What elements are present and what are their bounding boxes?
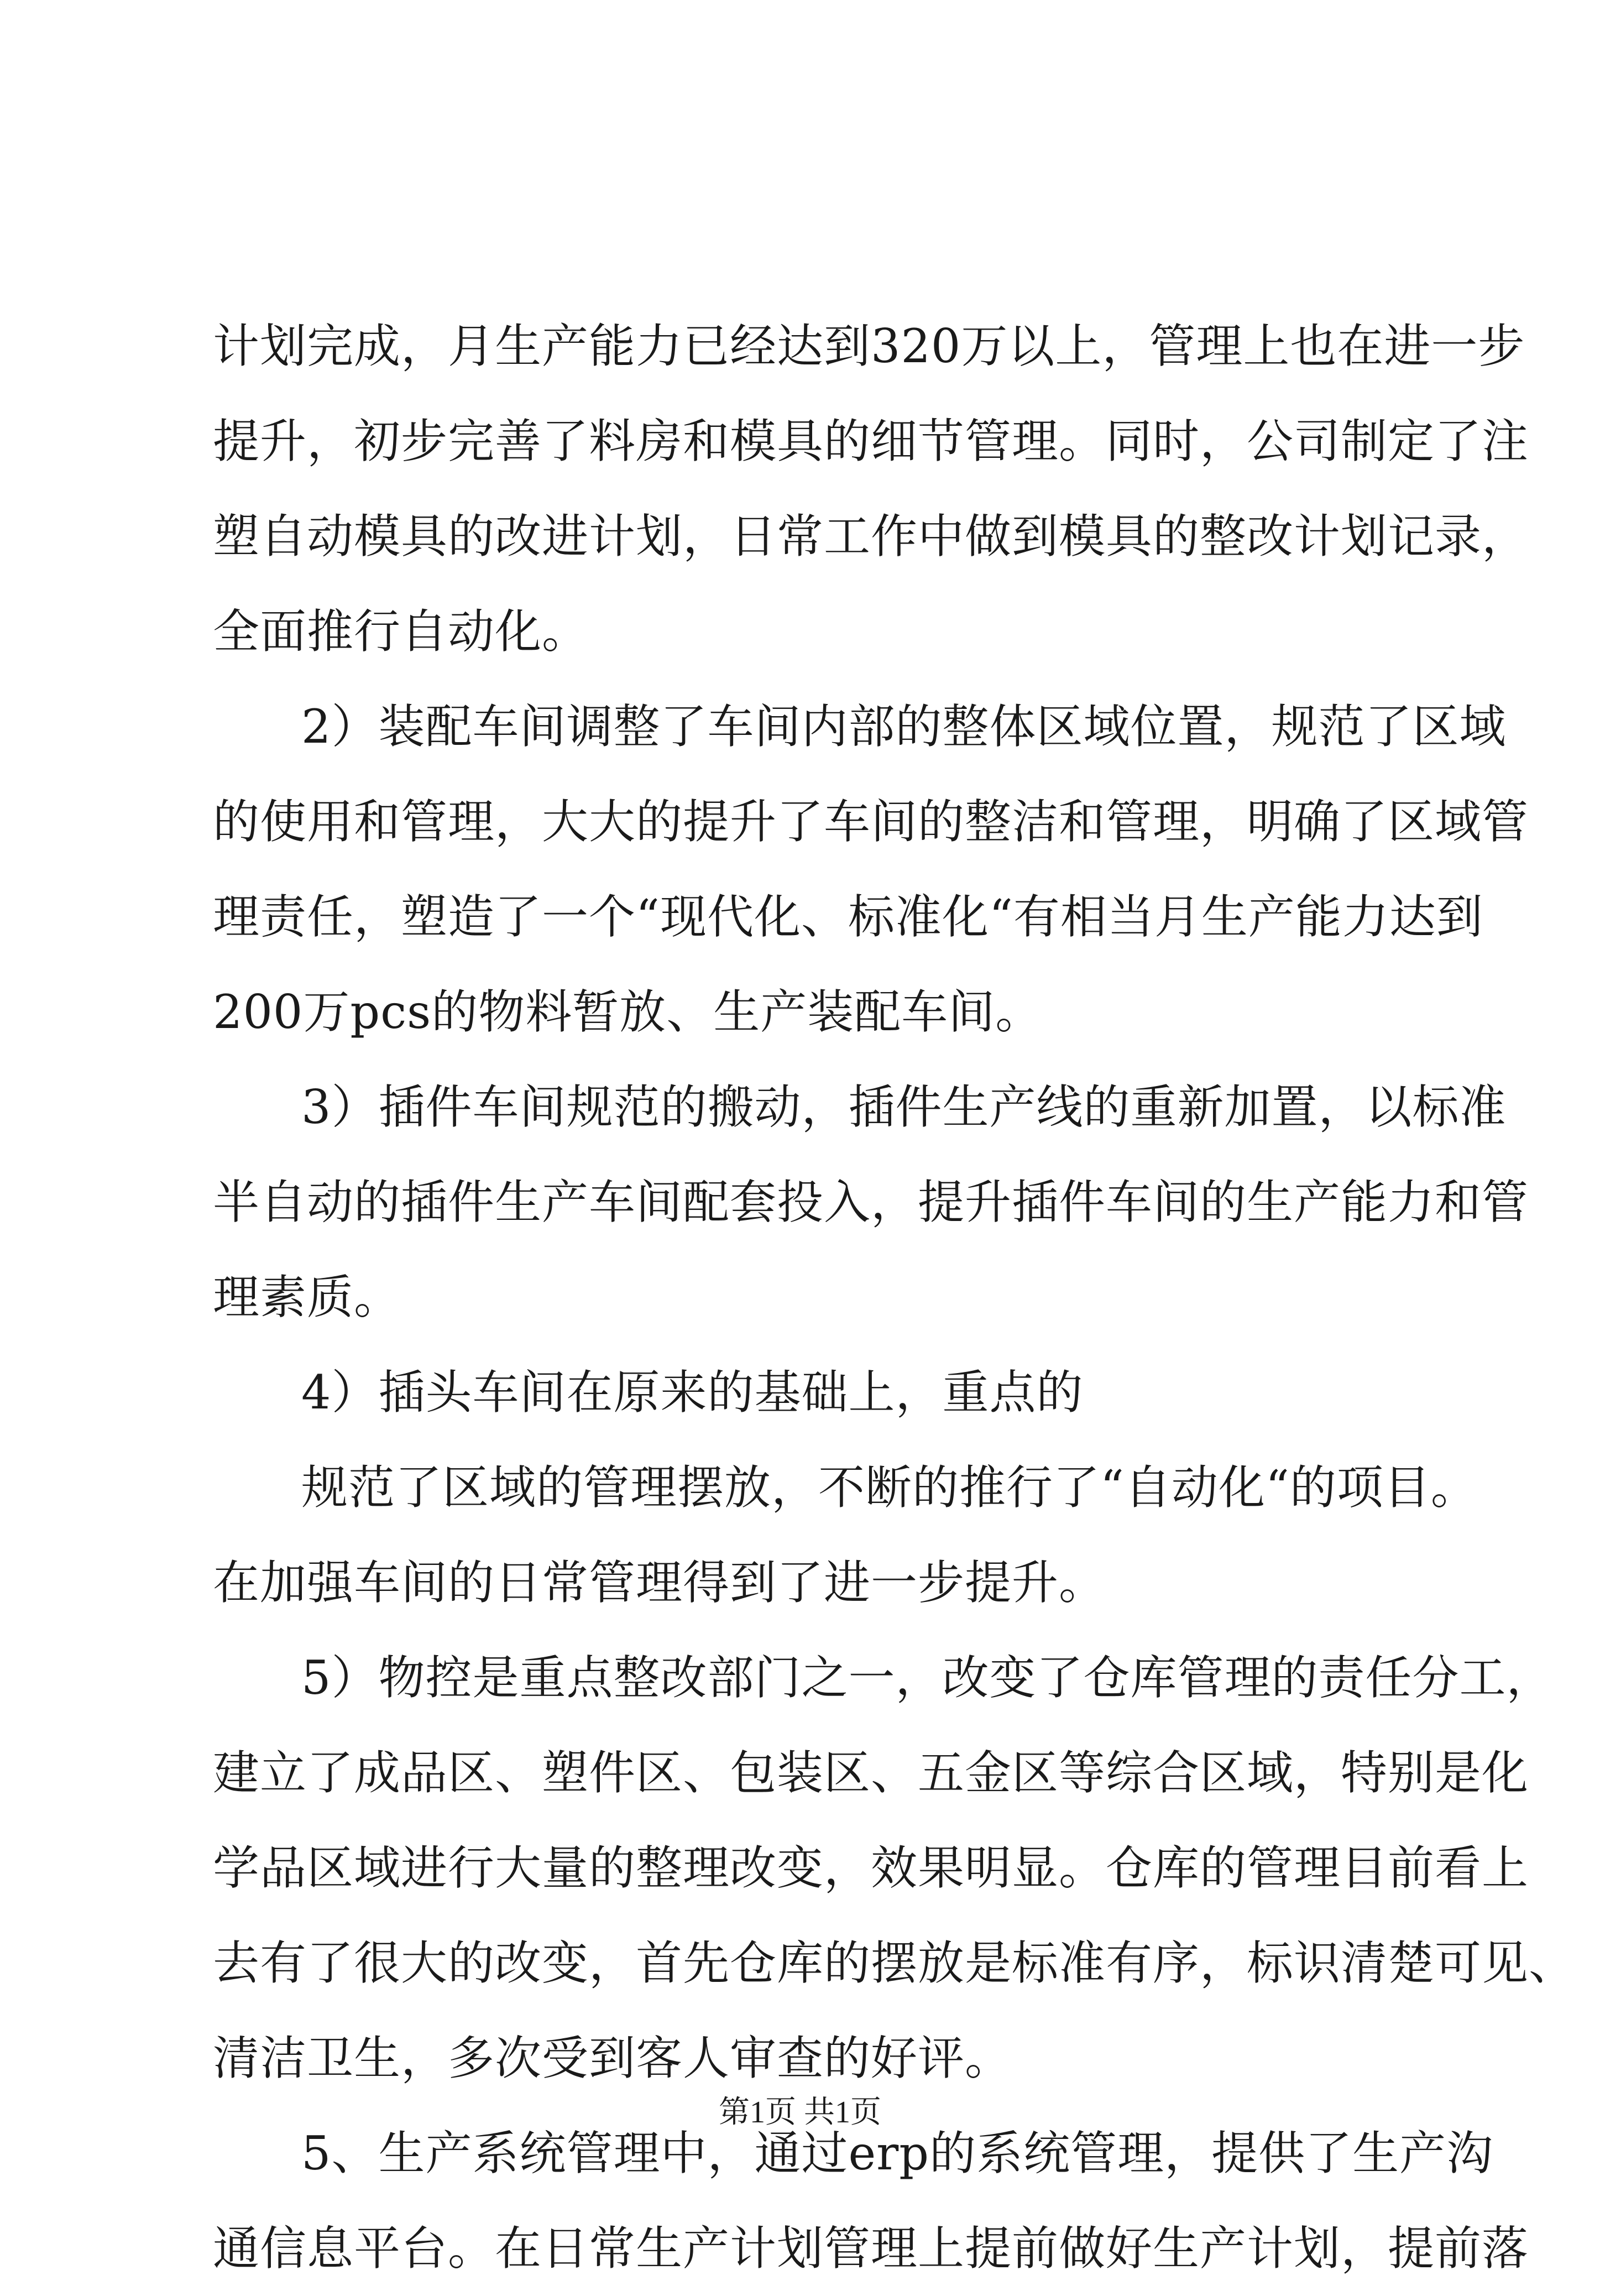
text-line: 规范了区域的管理摆放，不断的推行了“自动化“的项目。 (301, 1460, 1478, 1515)
text-line: 3）插件车间规范的搬动，插件生产线的重新加置，以标准 (301, 1080, 1507, 1134)
text-line: 半自动的插件生产车间配套投入，提升插件车间的生产能力和管 (213, 1175, 1529, 1229)
text-line: 去有了很大的改变，首先仓库的摆放是标准有序，标识清楚可见、 (213, 1936, 1576, 1990)
text-line: 在加强车间的日常管理得到了进一步提升。 (213, 1556, 1106, 1610)
text-line: 的使用和管理，大大的提升了车间的整洁和管理，明确了区域管 (213, 795, 1529, 849)
text-line: 塑自动模具的改进计划，日常工作中做到模具的整改计划记录， (213, 509, 1529, 563)
text-line: 200万pcs的物料暂放、生产装配车间。 (213, 985, 1043, 1039)
text-line: 全面推行自动化。 (213, 604, 589, 659)
text-line: 学品区域进行大量的整理改变，效果明显。仓库的管理目前看上 (213, 1841, 1529, 1895)
text-line: 清洁卫生，多次受到客人审查的好评。 (213, 2031, 1012, 2085)
text-line: 提升，初步完善了料房和模具的细节管理。同时，公司制定了注 (213, 414, 1529, 468)
text-line: 4）插头车间在原来的基础上，重点的 (301, 1365, 1084, 1420)
text-line: 5）物控是重点整改部门之一，改变了仓库管理的责任分工， (301, 1651, 1554, 1705)
text-line: 2）装配车间调整了车间内部的整体区域位置，规范了区域 (301, 700, 1507, 754)
text-line: 理素质。 (213, 1270, 401, 1324)
text-line: 理责任，塑造了一个“现代化、标准化“有相当月生产能力达到 (213, 890, 1483, 944)
text-line: 计划完成，月生产能力已经达到320万以上，管理上也在进一步 (213, 319, 1525, 373)
document-body (213, 299, 1576, 2296)
text-line: 建立了成品区、塑件区、包装区、五金区等综合区域，特别是化 (213, 1746, 1529, 1800)
text-line: 5、生产系统管理中，通过erp的系统管理，提供了生产沟 (301, 2126, 1494, 2180)
page-number-footer: 第1页 共1页 (719, 2095, 881, 2130)
text-line: 通信息平台。在日常生产计划管理上提前做好生产计划，提前落 (213, 2221, 1529, 2276)
